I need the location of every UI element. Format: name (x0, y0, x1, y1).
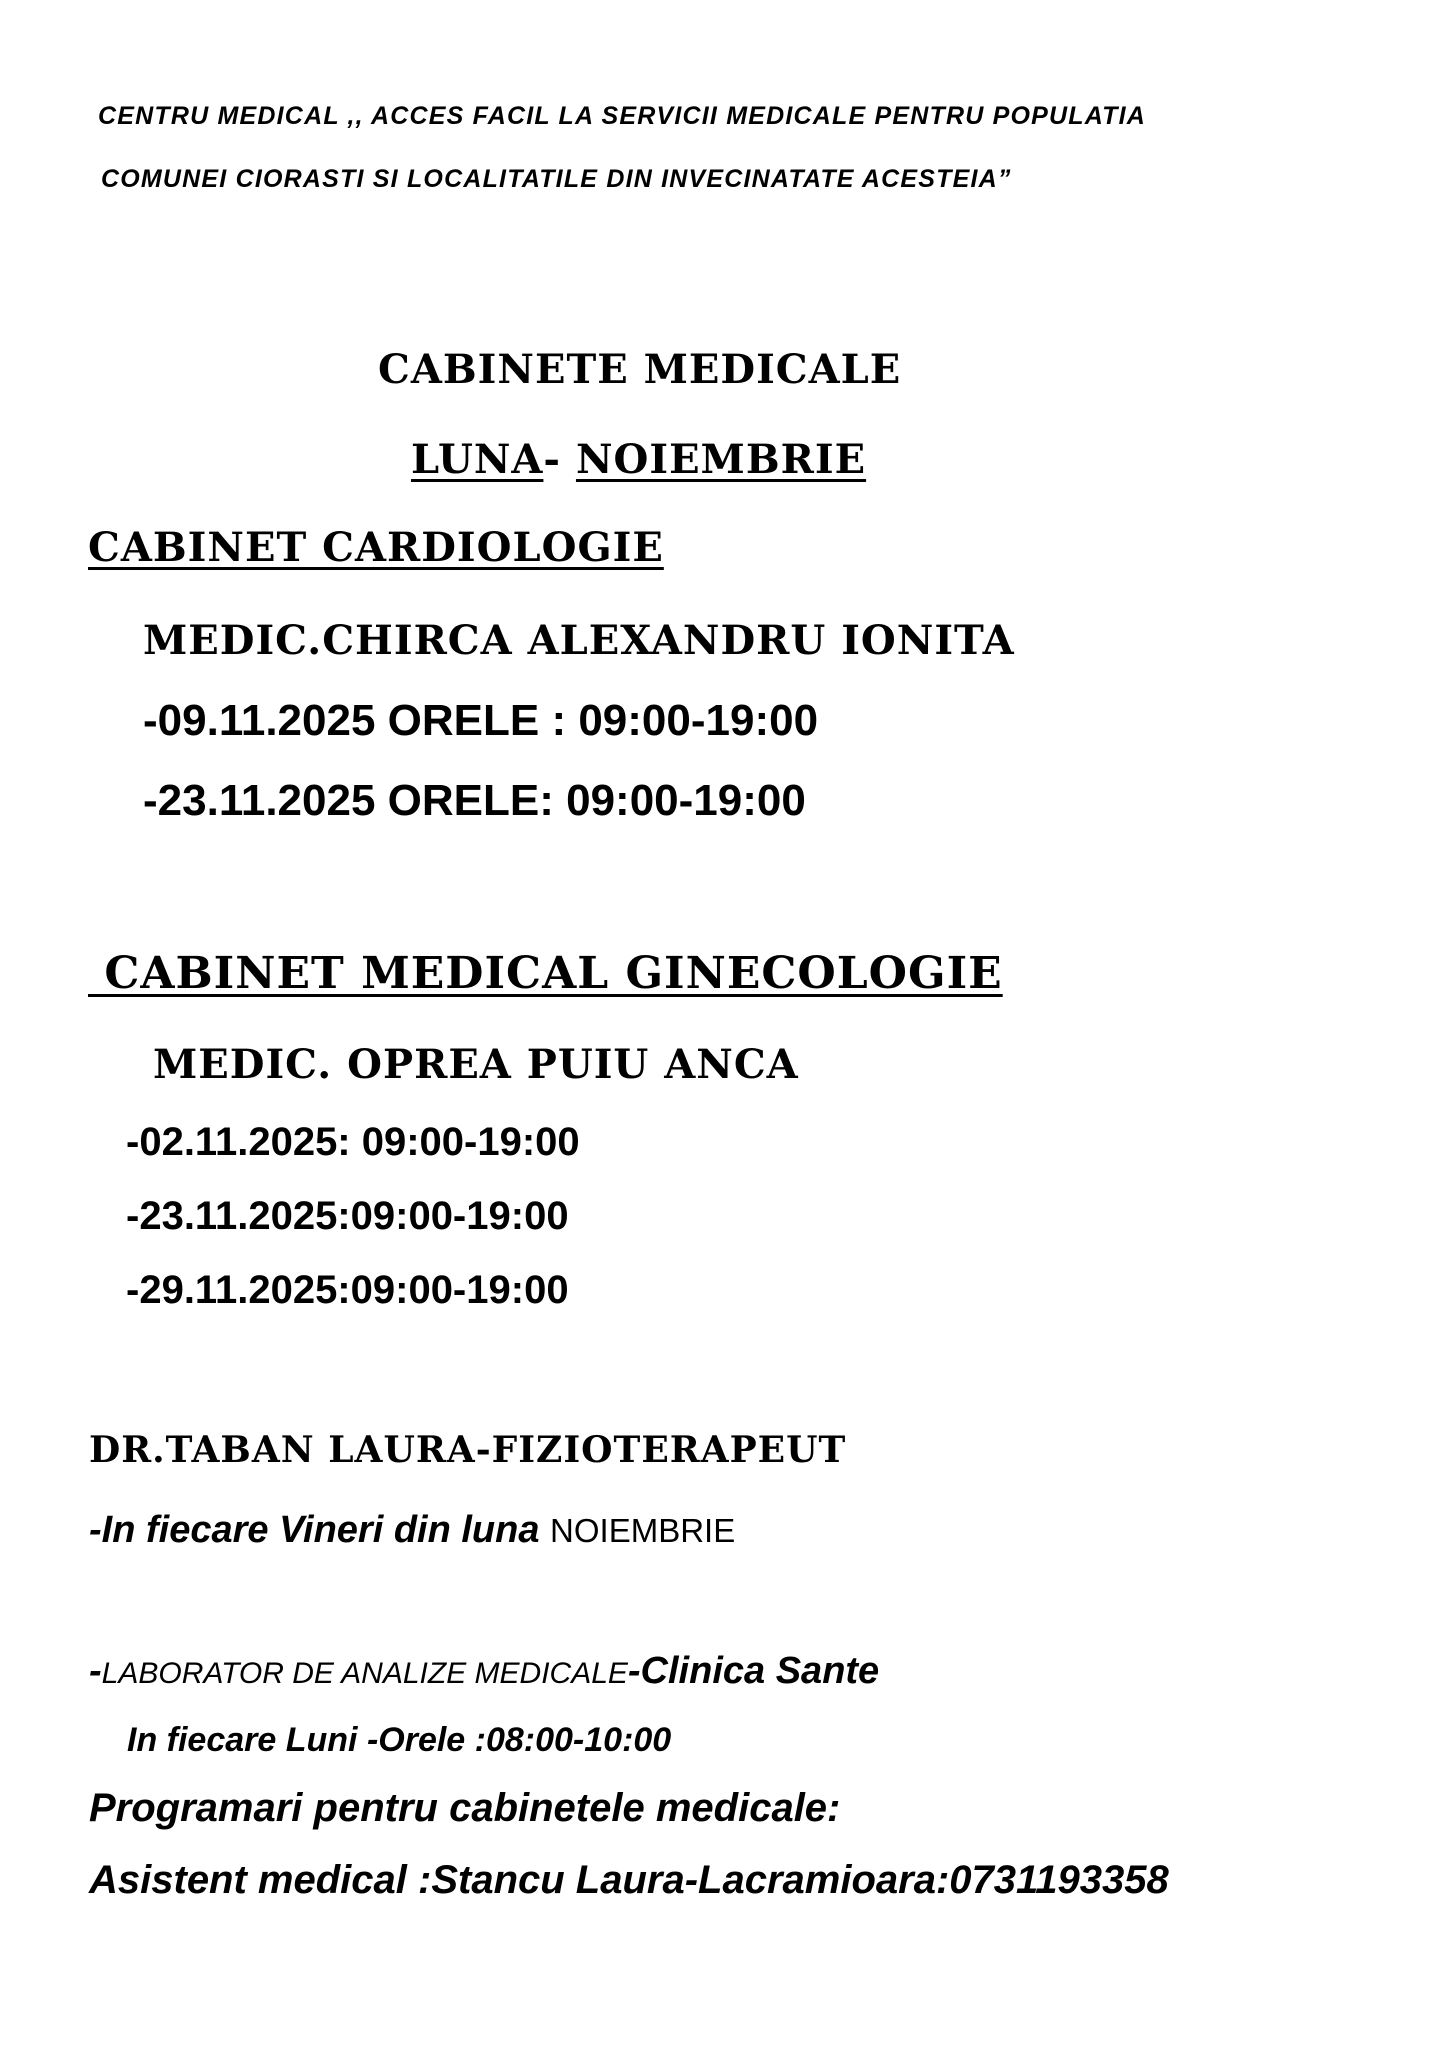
header-line-1: CENTRU MEDICAL ,, ACCES FACIL LA SERVICII MEDICALE PENTRU POPULATIA (98, 102, 1147, 130)
month-line (411, 436, 867, 483)
month-label: LUNA (411, 436, 544, 483)
fizioterapie-heading: DR.TABAN LAURA-FIZIOTERAPEUT (89, 1429, 847, 1471)
programari-contact: Asistent medical :Stancu Laura-Lacramioara:0731193358 (89, 1858, 1169, 1902)
fizioterapie-note-month: NOIEMBRIE (550, 1512, 736, 1549)
cardiologie-schedule-1: -09.11.2025 ORELE : 09:00-19:00 (143, 696, 819, 745)
cardiologie-schedule-2: -23.11.2025 ORELE: 09:00-19:00 (143, 776, 806, 825)
fizioterapie-note (89, 1511, 735, 1549)
page-title: CABINETE MEDICALE (378, 346, 902, 393)
month-value: NOIEMBRIE (575, 436, 867, 483)
ginecologie-schedule-1: -02.11.2025: 09:00-19:00 (126, 1120, 580, 1164)
laborator-label: LABORATOR DE ANALIZE MEDICALE (101, 1657, 628, 1690)
cardiologie-doctor: MEDIC.CHIRCA ALEXANDRU IONITA (143, 617, 1015, 664)
ginecologie-heading: CABINET MEDICAL GINECOLOGIE (88, 948, 1003, 999)
laborator-clinic: -Clinica Sante (627, 1650, 880, 1692)
month-separator: - (543, 436, 576, 483)
programari-heading: Programari pentru cabinetele medicale: (89, 1786, 841, 1830)
laborator-schedule: In fiecare Luni -Orele :08:00-10:00 (127, 1721, 672, 1759)
ginecologie-schedule-2: -23.11.2025:09:00-19:00 (126, 1194, 569, 1238)
cardiologie-heading: CABINET CARDIOLOGIE (88, 524, 664, 571)
ginecologie-schedule-3: -29.11.2025:09:00-19:00 (126, 1268, 569, 1312)
header-line-2: COMUNEI CIORASTI SI LOCALITATILE DIN INVECINATATE ACESTEIA” (101, 165, 1012, 193)
fizioterapie-note-prefix: -In fiecare Vineri din luna (89, 1509, 551, 1551)
laborator-dash: - (89, 1650, 102, 1692)
ginecologie-doctor: MEDIC. OPREA PUIU ANCA (153, 1041, 799, 1088)
laborator-line (89, 1652, 879, 1690)
